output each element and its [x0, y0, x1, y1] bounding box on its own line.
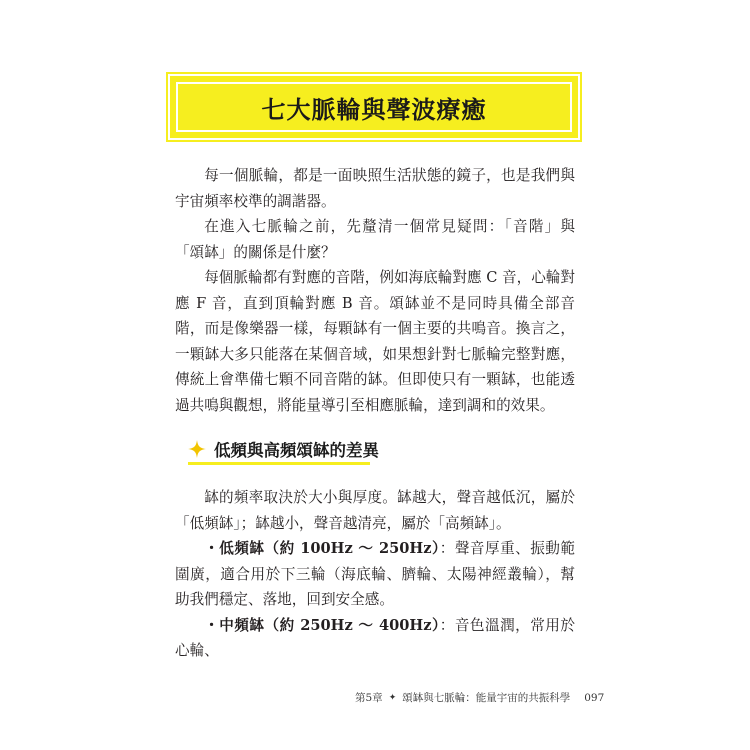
intro-paragraph-1: 每一個脈輪，都是一面映照生活狀態的鏡子，也是我們與宇宙頻率校準的調諧器。: [175, 167, 575, 210]
bullet-mid-frequency-text: ：音色溫潤，常用於心輪、: [175, 616, 575, 659]
bullet-low-frequency-text: ：聲音厚重、振動範圍廣，適合用於下三輪（海底輪、臍輪、太陽神經叢輪），幫助我們穩定、落地，回到安全感。: [175, 540, 575, 608]
section-title: 低頻與高頻頌缽的差異: [214, 441, 379, 460]
four-point-star-icon: [188, 440, 206, 458]
bullet-mid-frequency-lead: ・中頻缽（約 250Hz ～ 400Hz）: [204, 616, 440, 634]
intro-paragraph-3: 每個脈輪都有對應的音階，例如海底輪對應 C 音，心輪對應 F 音，直到頂輪對應 B 音。頌缽並不是同時具備全部音階，而是像樂器一樣，每顆缽有一個主要的共鳴音。換言之，一顆缽大多只能落在某個音域，如果想針對七脈輪完整對應，傳統上會準備七顆不同音階的缽。但即使只有一顆缽，也能透過共鳴與觀想，將能量導引至相應脈輪，達到調和的效果。: [175, 269, 575, 414]
page-footer: [355, 690, 604, 705]
page-number: 097: [584, 691, 605, 704]
bullet-low-frequency-lead: ・低頻缽（約 100Hz ～ 250Hz）: [204, 540, 440, 557]
title-banner: [170, 76, 578, 138]
section-text-block: [175, 485, 575, 664]
page-title: 七大脈輪與聲波療癒: [261, 94, 487, 124]
title-banner-inner: [176, 82, 572, 132]
footer-separator-icon: ✦: [388, 692, 397, 703]
section-heading: [188, 436, 379, 462]
bullet-mid-frequency: [175, 613, 575, 664]
section-underline: [188, 462, 370, 465]
footer-chapter: 第5章: [355, 692, 383, 704]
intro-paragraph-2: 在進入七脈輪之前，先釐清一個常見疑問：「音階」與「頌缽」的關係是什麼？: [175, 218, 575, 261]
footer-title: 頌缽與七脈輪：能量宇宙的共振科學: [402, 692, 571, 704]
section-paragraph: 缽的頻率取決於大小與厚度。缽越大，聲音越低沉，屬於「低頻缽」；缽越小，聲音越清亮，屬於「高頻缽」。: [175, 489, 575, 532]
intro-text-block: [175, 163, 575, 418]
bullet-low-frequency: [175, 536, 575, 613]
